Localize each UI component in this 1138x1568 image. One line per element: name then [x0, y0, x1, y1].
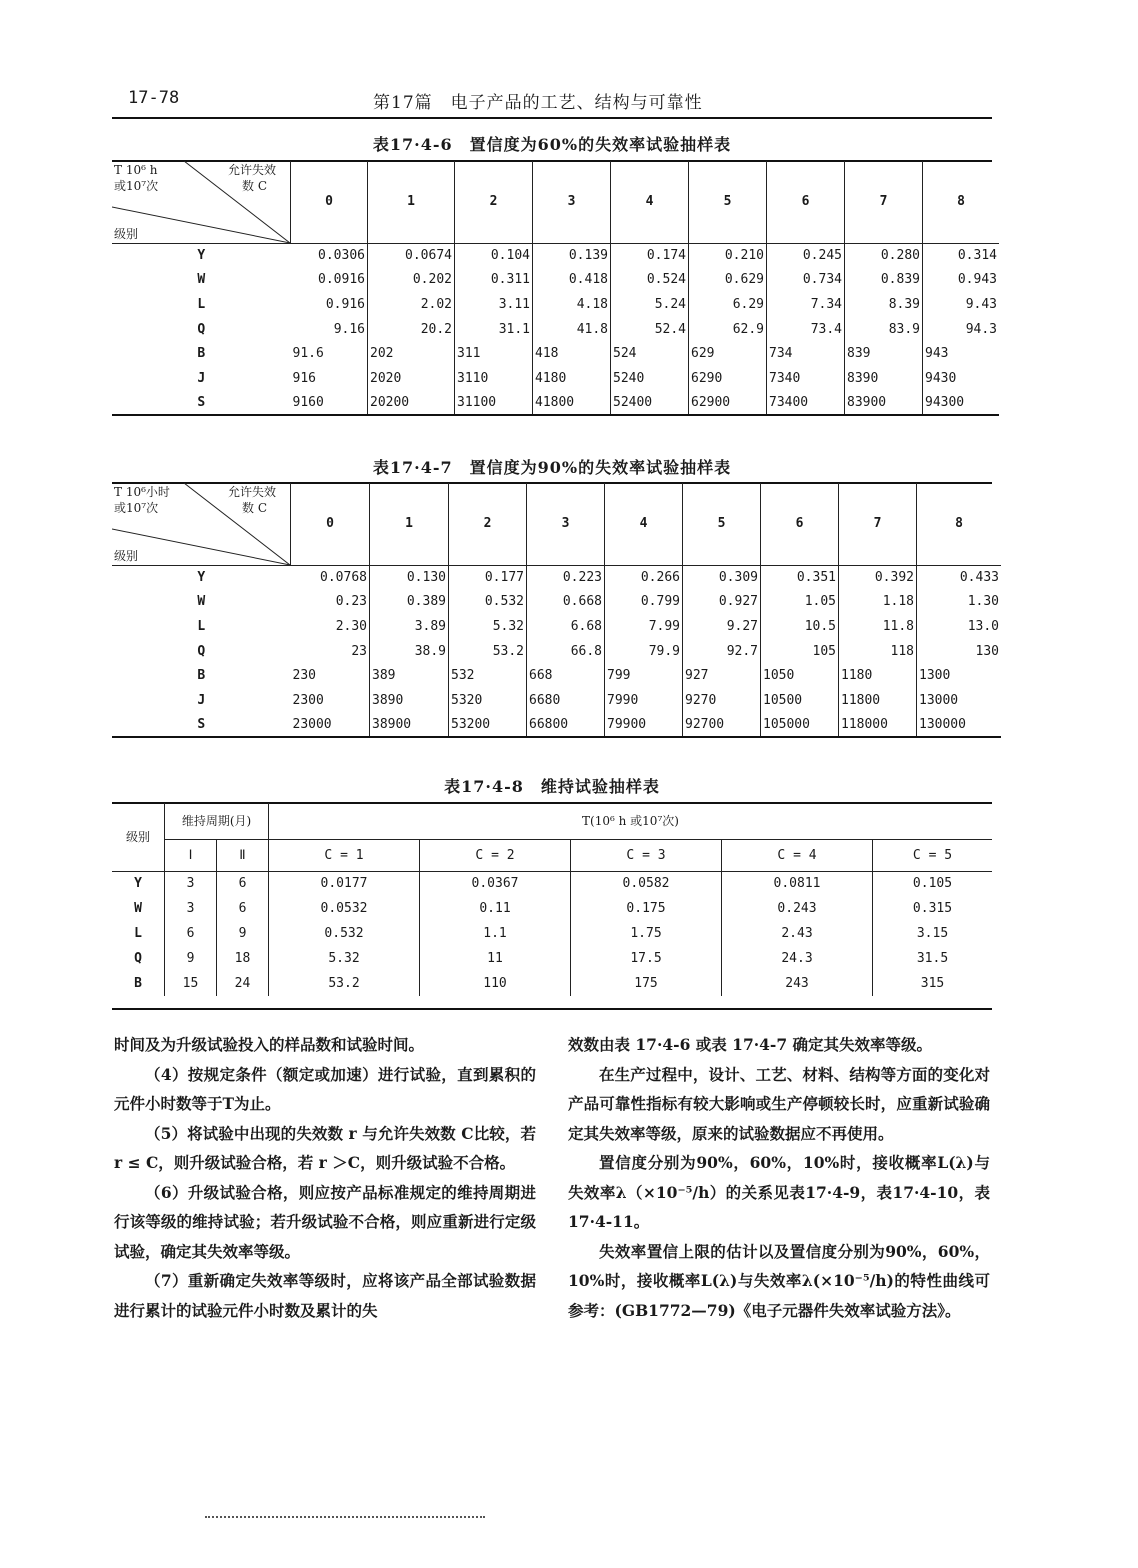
value-cell: 0.0306: [291, 243, 368, 268]
value-cell: 0.839: [845, 268, 923, 293]
level-cell: Y: [112, 871, 165, 896]
value-cell: 0.0367: [420, 871, 571, 896]
value-cell: 6.29: [689, 292, 767, 317]
value-cell: 79900: [605, 713, 683, 738]
paragraph: 置信度分别为90%，60%，10%时，接收概率L(λ)与失效率λ（×10⁻⁵/h）的关系见表17·4-9，表17·4-10，表17·4-11。: [568, 1153, 990, 1231]
value-cell: 0.311: [455, 268, 533, 293]
paragraph: 失效率置信上限的估计以及置信度分别为90%，60%，10%时，接收概率L(λ)与失效率λ(×10⁻⁵/h)的特性曲线可参考：(GB1772—79)《电子元器件失效率试验方法》。: [568, 1241, 990, 1320]
level-cell: J: [197, 692, 206, 708]
value-cell: 315: [920, 976, 945, 991]
value-cell: 9160: [291, 391, 368, 416]
period-2-cell: 6: [217, 871, 269, 896]
value-cell: 524: [611, 341, 689, 366]
value-cell: 0.0532: [269, 896, 420, 921]
column-header-c1: 1: [368, 161, 455, 243]
level-cell: L: [112, 921, 165, 946]
paragraph: （4）按规定条件（额定或加速）进行试验，直到累积的元件小时数等于T为止。: [114, 1064, 536, 1113]
column-header-c4: 4: [611, 161, 689, 243]
value-cell: 0.916: [291, 292, 368, 317]
value-cell: 943: [925, 346, 949, 362]
level-cell: S: [197, 716, 206, 732]
period-2-cell: 18: [217, 946, 269, 971]
value-cell: 7.34: [767, 292, 845, 317]
level-cell: B: [197, 346, 206, 362]
value-cell: 31.1: [455, 317, 533, 342]
value-cell: 2.30: [291, 614, 370, 639]
value-cell: 3.15: [916, 926, 949, 941]
value-cell: 110: [420, 971, 571, 996]
column-header-c0: 0: [291, 483, 370, 565]
row-label-2: 或10⁷次: [114, 179, 159, 193]
value-cell: 0.532: [269, 921, 420, 946]
value-cell: 1300: [919, 668, 951, 684]
table-row: [112, 713, 1001, 738]
value-cell: 0.927: [683, 590, 761, 615]
value-cell: 0.389: [370, 590, 449, 615]
level-cell: W: [197, 272, 206, 288]
table-row: [112, 565, 1001, 590]
period-col-1: Ⅰ: [165, 839, 217, 871]
table-row: [112, 243, 999, 268]
level-cell: W: [112, 896, 165, 921]
value-cell: 0.223: [527, 565, 605, 590]
column-header-c6: 6: [767, 161, 845, 243]
col-label-1: 允许失效: [228, 163, 277, 177]
level-cell: B: [112, 971, 165, 996]
row-label-1: T 10⁶小时: [114, 485, 170, 499]
value-cell: 0.0811: [722, 871, 873, 896]
running-title: 第17篇 电子产品的工艺、结构与可靠性: [373, 93, 703, 113]
value-cell: 0.532: [449, 590, 527, 615]
value-cell: 91.6: [291, 341, 368, 366]
table3: [112, 803, 992, 996]
paragraph: （5）将试验中出现的失效数 r 与允许失效数 C比较，若 r ≤ C，则升级试验合格，若 r ＞C，则升级试验不合格。: [114, 1123, 536, 1172]
level-cell: L: [197, 296, 206, 312]
level-cell: B: [197, 668, 206, 684]
table2-corner-cell: [112, 483, 291, 565]
period-1-cell: 3: [165, 871, 217, 896]
value-cell: 2.43: [722, 921, 873, 946]
value-cell: 5.24: [611, 292, 689, 317]
value-cell: 1050: [761, 663, 839, 688]
table-row: [112, 292, 999, 317]
period-1-cell: 15: [165, 971, 217, 996]
value-cell: 62.9: [689, 317, 767, 342]
table-row: [112, 663, 1001, 688]
value-cell: 13.0: [967, 618, 999, 634]
paragraph: 效数由表 17·4-6 或表 17·4-7 确定其失效率等级。: [568, 1035, 933, 1054]
value-cell: 92.7: [683, 639, 761, 664]
period-1-cell: 3: [165, 896, 217, 921]
c-col-1: C = 1: [269, 839, 420, 871]
level-cell: Q: [197, 321, 206, 337]
column-header-c2: 2: [449, 483, 527, 565]
value-cell: 8390: [845, 366, 923, 391]
value-cell: 6290: [689, 366, 767, 391]
value-cell: 799: [605, 663, 683, 688]
level-cell: S: [197, 394, 206, 410]
value-cell: 0.0582: [571, 871, 722, 896]
value-cell: 0.104: [455, 243, 533, 268]
column-header-c0: 0: [291, 161, 368, 243]
value-cell: 7990: [605, 688, 683, 713]
level-cell: Y: [197, 248, 206, 264]
page-header: [118, 88, 998, 114]
table-row: [112, 590, 1001, 615]
value-cell: 532: [449, 663, 527, 688]
table1-corner-cell: [112, 161, 291, 243]
value-cell: 41800: [533, 391, 611, 416]
value-cell: 0.392: [839, 565, 917, 590]
column-header-c8: 8: [917, 483, 1002, 565]
value-cell: 243: [722, 971, 873, 996]
col-label-2: 数 C: [242, 179, 267, 193]
table-row: [112, 391, 999, 416]
level-header: 级别: [112, 803, 165, 871]
value-cell: 0.174: [611, 243, 689, 268]
value-cell: 0.943: [957, 272, 997, 288]
value-cell: 0.105: [912, 876, 953, 892]
value-cell: 0.314: [957, 248, 997, 264]
t-header: T(10⁶ h 或10⁷次): [269, 803, 993, 839]
value-cell: 9430: [925, 370, 957, 386]
value-cell: 38900: [370, 713, 449, 738]
table-row: [112, 639, 1001, 664]
table1: [112, 161, 999, 416]
value-cell: 130: [975, 643, 999, 659]
value-cell: 3890: [370, 688, 449, 713]
value-cell: 0.177: [449, 565, 527, 590]
column-header-c3: 3: [533, 161, 611, 243]
value-cell: 0.524: [611, 268, 689, 293]
value-cell: 839: [845, 341, 923, 366]
value-cell: 3.89: [370, 614, 449, 639]
table2-caption: 表17·4-7 置信度为90%的失效率试验抽样表: [372, 458, 732, 477]
value-cell: 389: [370, 663, 449, 688]
value-cell: 2.02: [368, 292, 455, 317]
table-row: [112, 921, 992, 946]
value-cell: 11: [420, 946, 571, 971]
row-label-1: T 10⁶ h: [114, 163, 158, 177]
value-cell: 118: [839, 639, 917, 664]
value-cell: 23: [291, 639, 370, 664]
value-cell: 13000: [919, 692, 959, 708]
column-header-c1: 1: [370, 483, 449, 565]
value-cell: 0.0674: [368, 243, 455, 268]
value-cell: 1180: [839, 663, 917, 688]
level-cell: W: [197, 594, 206, 610]
value-cell: 4180: [533, 366, 611, 391]
col-label-2: 数 C: [242, 501, 267, 515]
period-header: 维持周期(月): [165, 803, 269, 839]
level-label: 级别: [114, 549, 139, 563]
table3-bottom-rule: [112, 1008, 992, 1010]
column-header-c2: 2: [455, 161, 533, 243]
value-cell: 0.629: [689, 268, 767, 293]
value-cell: 10.5: [761, 614, 839, 639]
value-cell: 17.5: [571, 946, 722, 971]
c-col-2: C = 2: [420, 839, 571, 871]
value-cell: 24.3: [722, 946, 873, 971]
period-1-cell: 6: [165, 921, 217, 946]
value-cell: 105: [761, 639, 839, 664]
value-cell: 0.418: [533, 268, 611, 293]
value-cell: 668: [527, 663, 605, 688]
level-cell: Q: [197, 643, 206, 659]
level-cell: Q: [112, 946, 165, 971]
value-cell: 20.2: [368, 317, 455, 342]
value-cell: 79.9: [605, 639, 683, 664]
value-cell: 31100: [455, 391, 533, 416]
row-label-2: 或10⁷次: [114, 501, 159, 515]
value-cell: 1.18: [839, 590, 917, 615]
value-cell: 0.0916: [291, 268, 368, 293]
paragraph: （7）重新确定失效率等级时，应将该产品全部试验数据进行累计的试验元件小时数及累计的失: [114, 1271, 536, 1320]
table-row: [112, 317, 999, 342]
value-cell: 0.175: [571, 896, 722, 921]
value-cell: 0.130: [370, 565, 449, 590]
value-cell: 53200: [449, 713, 527, 738]
value-cell: 9.16: [291, 317, 368, 342]
value-cell: 9.27: [683, 614, 761, 639]
value-cell: 3110: [455, 366, 533, 391]
table-row: [112, 946, 992, 971]
value-cell: 83.9: [845, 317, 923, 342]
table1-caption: 表17·4-6 置信度为60%的失效率试验抽样表: [372, 135, 732, 154]
value-cell: 9.43: [965, 296, 997, 312]
column-header-c7: 7: [839, 483, 917, 565]
value-cell: 0.139: [533, 243, 611, 268]
c-col-4: C = 4: [722, 839, 873, 871]
value-cell: 0.799: [605, 590, 683, 615]
value-cell: 41.8: [533, 317, 611, 342]
value-cell: 9270: [683, 688, 761, 713]
value-cell: 0.433: [959, 570, 999, 586]
period-2-cell: 6: [217, 896, 269, 921]
value-cell: 0.245: [767, 243, 845, 268]
column-header-c8: 8: [923, 161, 1000, 243]
footer-dotted-rule: [205, 1516, 485, 1518]
table-row: [112, 871, 992, 896]
value-cell: 2020: [368, 366, 455, 391]
value-cell: 53.2: [449, 639, 527, 664]
value-cell: 130000: [919, 716, 966, 732]
value-cell: 4.18: [533, 292, 611, 317]
value-cell: 11.8: [839, 614, 917, 639]
value-cell: 418: [533, 341, 611, 366]
value-cell: 94.3: [965, 321, 997, 337]
value-cell: 83900: [845, 391, 923, 416]
value-cell: 202: [368, 341, 455, 366]
value-cell: 6680: [527, 688, 605, 713]
page-number: 17-78: [128, 88, 180, 108]
value-cell: 629: [689, 341, 767, 366]
value-cell: 0.11: [420, 896, 571, 921]
right-text-column: [568, 1030, 990, 1325]
value-cell: 92700: [683, 713, 761, 738]
value-cell: 6.68: [527, 614, 605, 639]
column-header-c6: 6: [761, 483, 839, 565]
value-cell: 0.351: [761, 565, 839, 590]
value-cell: 2300: [291, 688, 370, 713]
column-header-c7: 7: [845, 161, 923, 243]
left-text-column: [114, 1030, 536, 1325]
value-cell: 66.8: [527, 639, 605, 664]
column-header-c5: 5: [689, 161, 767, 243]
value-cell: 0.315: [912, 901, 953, 916]
table-row: [112, 341, 999, 366]
table-row: [112, 688, 1001, 713]
value-cell: 734: [767, 341, 845, 366]
value-cell: 10500: [761, 688, 839, 713]
table-row: [112, 896, 992, 921]
value-cell: 52.4: [611, 317, 689, 342]
value-cell: 66800: [527, 713, 605, 738]
value-cell: 0.202: [368, 268, 455, 293]
value-cell: 0.309: [683, 565, 761, 590]
value-cell: 73400: [767, 391, 845, 416]
value-cell: 8.39: [845, 292, 923, 317]
value-cell: 0.0177: [269, 871, 420, 896]
table-row: [112, 268, 999, 293]
value-cell: 62900: [689, 391, 767, 416]
value-cell: 0.734: [767, 268, 845, 293]
value-cell: 311: [455, 341, 533, 366]
value-cell: 0.0768: [291, 565, 370, 590]
col-label-1: 允许失效: [228, 485, 277, 499]
column-header-c3: 3: [527, 483, 605, 565]
level-cell: J: [197, 370, 206, 386]
header-rule: [112, 117, 992, 119]
value-cell: 5.32: [449, 614, 527, 639]
table-row: [112, 366, 999, 391]
paragraph: 时间及为升级试验投入的样品数和试验时间。: [114, 1035, 425, 1054]
value-cell: 5320: [449, 688, 527, 713]
value-cell: 175: [571, 971, 722, 996]
table3-caption: 表17·4-8 维持试验抽样表: [444, 777, 660, 796]
table-row: [112, 971, 992, 996]
value-cell: 31.5: [916, 951, 949, 966]
value-cell: 0.210: [689, 243, 767, 268]
value-cell: 0.280: [845, 243, 923, 268]
value-cell: 1.05: [761, 590, 839, 615]
paragraph: 在生产过程中，设计、工艺、材料、结构等方面的变化对产品可靠性指标有较大影响或生产停顿较长时，应重新试验确定其失效率等级，原来的试验数据应不再使用。: [568, 1064, 990, 1143]
period-2-cell: 9: [217, 921, 269, 946]
value-cell: 118000: [839, 713, 917, 738]
column-header-c4: 4: [605, 483, 683, 565]
value-cell: 927: [683, 663, 761, 688]
value-cell: 1.30: [967, 594, 999, 610]
period-2-cell: 24: [217, 971, 269, 996]
value-cell: 5.32: [269, 946, 420, 971]
value-cell: 3.11: [455, 292, 533, 317]
period-col-2: Ⅱ: [217, 839, 269, 871]
value-cell: 7340: [767, 366, 845, 391]
value-cell: 73.4: [767, 317, 845, 342]
value-cell: 105000: [761, 713, 839, 738]
value-cell: 0.668: [527, 590, 605, 615]
c-col-5: C = 5: [873, 839, 993, 871]
value-cell: 94300: [925, 394, 965, 410]
value-cell: 7.99: [605, 614, 683, 639]
value-cell: 11800: [839, 688, 917, 713]
value-cell: 916: [291, 366, 368, 391]
value-cell: 1.75: [571, 921, 722, 946]
value-cell: 38.9: [370, 639, 449, 664]
column-header-c5: 5: [683, 483, 761, 565]
value-cell: 5240: [611, 366, 689, 391]
paragraph: （6）升级试验合格，则应按产品标准规定的维持周期进行该等级的维持试验；若升级试验不合格，则应重新进行定级试验，确定其失效率等级。: [114, 1182, 536, 1261]
value-cell: 53.2: [269, 971, 420, 996]
value-cell: 20200: [368, 391, 455, 416]
table2: [112, 483, 1001, 738]
value-cell: 23000: [291, 713, 370, 738]
value-cell: 1.1: [420, 921, 571, 946]
period-1-cell: 9: [165, 946, 217, 971]
table-row: [112, 614, 1001, 639]
value-cell: 52400: [611, 391, 689, 416]
level-cell: Y: [197, 570, 206, 586]
level-cell: L: [197, 618, 206, 634]
value-cell: 230: [291, 663, 370, 688]
value-cell: 0.266: [605, 565, 683, 590]
c-col-3: C = 3: [571, 839, 722, 871]
value-cell: 0.23: [291, 590, 370, 615]
value-cell: 0.243: [722, 896, 873, 921]
level-label: 级别: [114, 227, 139, 241]
